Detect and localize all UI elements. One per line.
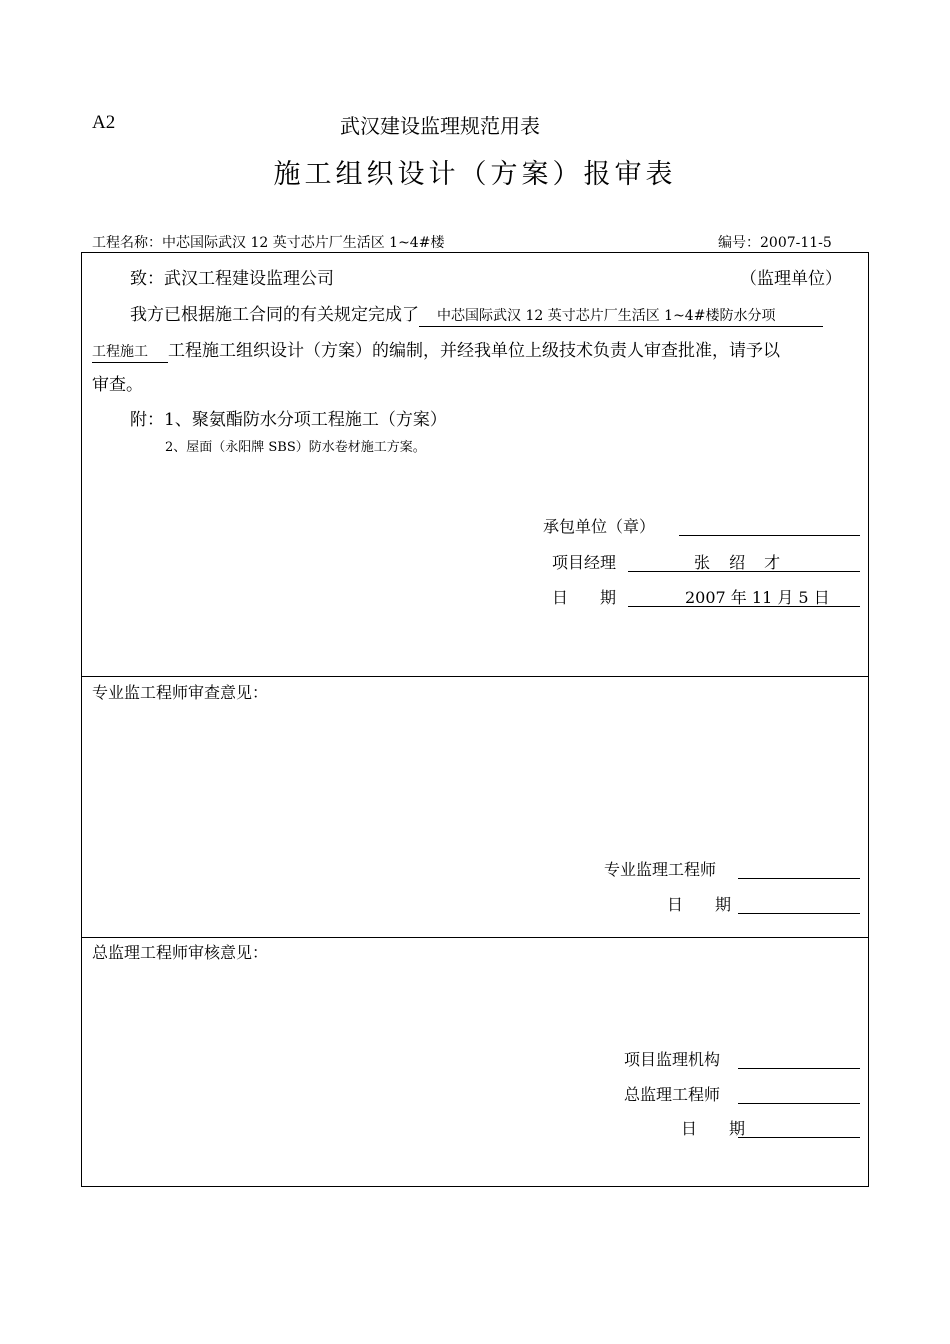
form-table <box>81 252 869 1187</box>
engineer-label: 专业监理工程师 <box>604 860 717 879</box>
to-label: 致： <box>130 269 164 289</box>
project-name-row <box>92 232 444 252</box>
date-line-2 <box>738 913 860 914</box>
addressee <box>130 264 334 289</box>
pm-label: 项目经理 <box>552 553 617 572</box>
body-line-2 <box>92 336 780 363</box>
to-company: 武汉工程建设监理公司 <box>164 269 334 289</box>
to-role: （监理单位） <box>740 269 842 289</box>
attach-label: 附： <box>130 410 164 430</box>
date-line-3 <box>738 1137 860 1138</box>
date-value-1: 2007 年 11 月 5 日 <box>685 588 830 607</box>
date-label-2: 日 期 <box>667 895 732 914</box>
chief-signature-line <box>738 1103 860 1104</box>
body-line-1 <box>130 300 823 327</box>
date-label-1: 日 期 <box>552 588 617 607</box>
chief-review-title: 总监理工程师审核意见： <box>92 943 269 962</box>
body-line-3: 审查。 <box>92 375 143 395</box>
project-name-label: 工程名称： <box>92 235 162 251</box>
section-divider-1 <box>81 676 869 677</box>
serial-row <box>718 232 832 252</box>
page-title: 施工组织设计（方案）报审表 <box>273 159 677 190</box>
filled-project-2: 工程施工 <box>92 341 168 363</box>
chief-label: 总监理工程师 <box>624 1085 721 1104</box>
body-text-2: 工程施工组织设计（方案）的编制，并经我单位上级技术负责人审查批准，请予以 <box>168 341 780 361</box>
contractor-signature-line <box>679 535 860 536</box>
section-divider-2 <box>81 937 869 938</box>
serial-label: 编号： <box>718 235 760 251</box>
date-label-3: 日 期 <box>681 1119 746 1138</box>
engineer-signature-line <box>738 878 860 879</box>
project-name-value: 中芯国际武汉 12 英寸芯片厂生活区 1~4#楼 <box>162 235 445 251</box>
filled-project-1: 中芯国际武汉 12 英寸芯片厂生活区 1~4#楼防水分项 <box>419 305 823 327</box>
engineer-review-title: 专业监工程师审查意见： <box>92 683 269 702</box>
attachment-2: 2、屋面（永阳牌 SBS）防水卷材施工方案。 <box>165 440 426 455</box>
contractor-label: 承包单位（章） <box>543 517 656 536</box>
org-signature-line <box>738 1068 860 1069</box>
standard-title: 武汉建设监理规范用表 <box>340 114 540 138</box>
pm-name: 张 绍 才 <box>694 553 781 572</box>
attachment-1 <box>130 405 447 430</box>
serial-value: 2007-11-5 <box>760 235 832 251</box>
body-text-1: 我方已根据施工合同的有关规定完成了 <box>130 305 419 325</box>
attach-item-1: 1、聚氨酯防水分项工程施工（方案） <box>164 410 447 430</box>
form-code: A2 <box>92 112 116 133</box>
org-label: 项目监理机构 <box>624 1050 721 1069</box>
